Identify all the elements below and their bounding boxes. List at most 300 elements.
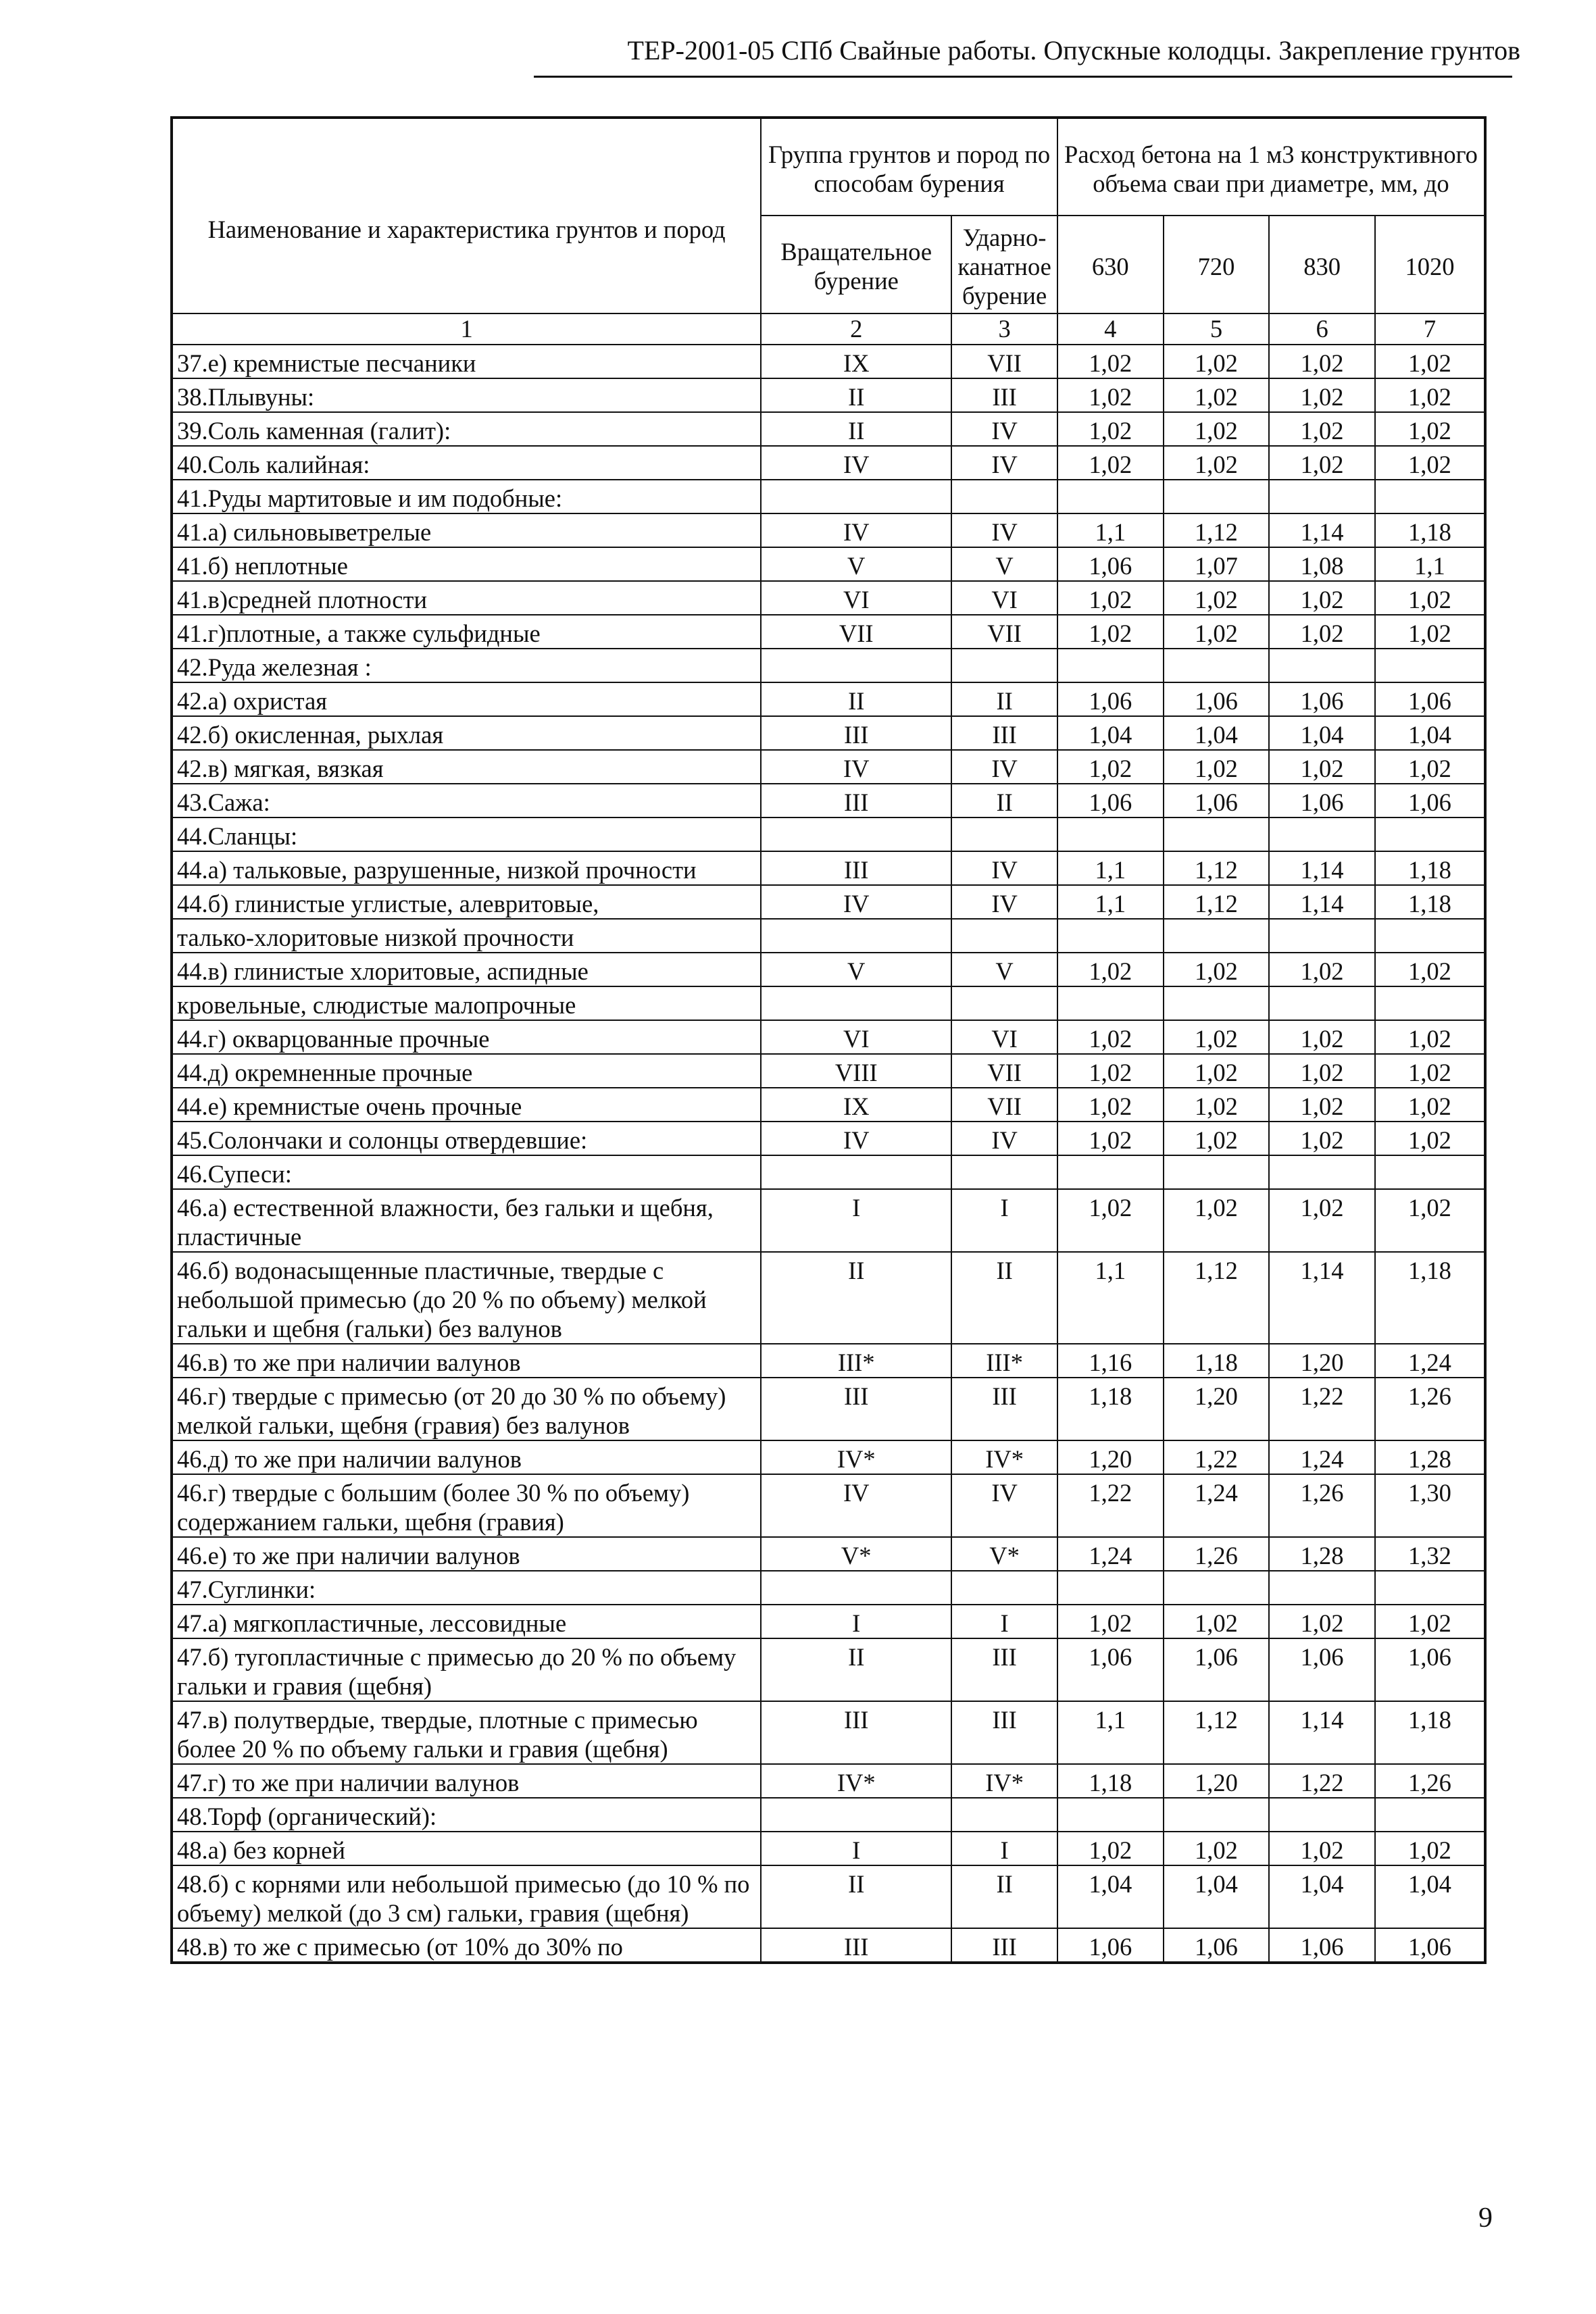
soil-name-cell: 46.Супеси: <box>172 1155 761 1189</box>
soil-name-cell: 41.а) сильновыветрелые <box>172 513 761 547</box>
rotary-group-cell: IV* <box>761 1440 951 1474</box>
header-diameter-720: 720 <box>1164 216 1270 313</box>
consumption-630-cell: 1,1 <box>1057 1701 1164 1764</box>
consumption-1020-cell: 1,04 <box>1375 716 1485 750</box>
page-number: 9 <box>1478 2203 1493 2234</box>
header-diameter-630: 630 <box>1057 216 1164 313</box>
consumption-720-cell: 1,02 <box>1164 1189 1270 1252</box>
consumption-720-cell <box>1164 480 1270 513</box>
table-row <box>172 513 1485 547</box>
soil-name-cell: 44.д) окремненные прочные <box>172 1054 761 1088</box>
soil-name-cell: 44.Сланцы: <box>172 818 761 851</box>
percussion-group-cell: IV* <box>951 1440 1057 1474</box>
rotary-group-cell: IV* <box>761 1764 951 1798</box>
table-row <box>172 1605 1485 1638</box>
consumption-720-cell: 1,06 <box>1164 1928 1270 1963</box>
consumption-630-cell: 1,06 <box>1057 1638 1164 1701</box>
rotary-group-cell: IV <box>761 513 951 547</box>
soil-name-cell: 48.б) с корнями или небольшой примесью (до 10 % по объему) мелкой (до 3 см) гальки, гравия (щебня) <box>172 1865 761 1928</box>
consumption-1020-cell: 1,18 <box>1375 1252 1485 1344</box>
percussion-group-cell: VII <box>951 1054 1057 1088</box>
percussion-group-cell: II <box>951 1252 1057 1344</box>
table-row <box>172 345 1485 378</box>
consumption-1020-cell: 1,24 <box>1375 1344 1485 1378</box>
consumption-830-cell: 1,02 <box>1269 378 1375 412</box>
consumption-720-cell <box>1164 818 1270 851</box>
rotary-group-cell: III <box>761 851 951 885</box>
table-row <box>172 1832 1485 1865</box>
rotary-group-cell: IV <box>761 885 951 919</box>
consumption-630-cell: 1,02 <box>1057 1832 1164 1865</box>
consumption-720-cell <box>1164 1571 1270 1605</box>
consumption-830-cell: 1,06 <box>1269 1928 1375 1963</box>
table-row <box>172 649 1485 682</box>
consumption-720-cell: 1,02 <box>1164 1122 1270 1155</box>
table-row <box>172 1252 1485 1344</box>
consumption-1020-cell: 1,04 <box>1375 1865 1485 1928</box>
consumption-830-cell: 1,14 <box>1269 1252 1375 1344</box>
consumption-830-cell: 1,02 <box>1269 750 1375 784</box>
rotary-group-cell: VIII <box>761 1054 951 1088</box>
consumption-1020-cell: 1,26 <box>1375 1378 1485 1440</box>
consumption-720-cell: 1,02 <box>1164 1020 1270 1054</box>
consumption-830-cell: 1,22 <box>1269 1378 1375 1440</box>
consumption-830-cell: 1,06 <box>1269 1638 1375 1701</box>
consumption-830-cell: 1,02 <box>1269 1832 1375 1865</box>
percussion-group-cell <box>951 1571 1057 1605</box>
consumption-1020-cell: 1,02 <box>1375 1020 1485 1054</box>
percussion-group-cell: VI <box>951 1020 1057 1054</box>
consumption-720-cell: 1,07 <box>1164 547 1270 581</box>
percussion-group-cell: III <box>951 1378 1057 1440</box>
soil-name-cell: 37.е) кремнистые песчаники <box>172 345 761 378</box>
table-row <box>172 1189 1485 1252</box>
table-row <box>172 412 1485 446</box>
percussion-group-cell <box>951 818 1057 851</box>
soil-name-cell: 48.Торф (органический): <box>172 1798 761 1832</box>
table-row <box>172 581 1485 615</box>
soil-name-cell: талько-хлоритовые низкой прочности <box>172 919 761 953</box>
running-header: ТЕР-2001-05 СПб Свайные работы. Опускные колодцы. Закрепление грунтов <box>627 35 1520 66</box>
consumption-1020-cell: 1,1 <box>1375 547 1485 581</box>
soil-name-cell: 47.б) тугопластичные с примесью до 20 % по объему гальки и гравия (щебня) <box>172 1638 761 1701</box>
consumption-1020-cell: 1,02 <box>1375 953 1485 986</box>
percussion-group-cell: II <box>951 682 1057 716</box>
soil-name-cell: 46.г) твердые с примесью (от 20 до 30 % по объему) мелкой гальки, щебня (гравия) без валунов <box>172 1378 761 1440</box>
consumption-1020-cell: 1,02 <box>1375 378 1485 412</box>
consumption-830-cell: 1,02 <box>1269 581 1375 615</box>
consumption-720-cell: 1,26 <box>1164 1537 1270 1571</box>
consumption-830-cell: 1,02 <box>1269 1122 1375 1155</box>
consumption-630-cell: 1,02 <box>1057 581 1164 615</box>
consumption-830-cell <box>1269 649 1375 682</box>
consumption-830-cell: 1,02 <box>1269 1605 1375 1638</box>
consumption-720-cell <box>1164 919 1270 953</box>
soil-name-cell: 43.Сажа: <box>172 784 761 818</box>
rotary-group-cell: IX <box>761 1088 951 1122</box>
consumption-630-cell: 1,02 <box>1057 345 1164 378</box>
consumption-1020-cell <box>1375 649 1485 682</box>
soil-name-cell: 47.Суглинки: <box>172 1571 761 1605</box>
column-number: 6 <box>1269 313 1375 345</box>
consumption-1020-cell: 1,18 <box>1375 1701 1485 1764</box>
consumption-720-cell: 1,12 <box>1164 885 1270 919</box>
consumption-830-cell: 1,02 <box>1269 1020 1375 1054</box>
consumption-630-cell <box>1057 919 1164 953</box>
percussion-group-cell <box>951 649 1057 682</box>
consumption-830-cell: 1,04 <box>1269 1865 1375 1928</box>
consumption-630-cell <box>1057 1798 1164 1832</box>
consumption-830-cell: 1,06 <box>1269 682 1375 716</box>
percussion-group-cell <box>951 480 1057 513</box>
consumption-1020-cell: 1,18 <box>1375 513 1485 547</box>
soil-name-cell: 44.б) глинистые углистые, алевритовые, <box>172 885 761 919</box>
consumption-720-cell: 1,22 <box>1164 1440 1270 1474</box>
percussion-group-cell: VII <box>951 615 1057 649</box>
consumption-720-cell: 1,06 <box>1164 682 1270 716</box>
consumption-630-cell: 1,02 <box>1057 953 1164 986</box>
consumption-720-cell: 1,02 <box>1164 953 1270 986</box>
rotary-group-cell: I <box>761 1189 951 1252</box>
percussion-group-cell: IV <box>951 1474 1057 1537</box>
consumption-630-cell: 1,1 <box>1057 1252 1164 1344</box>
consumption-630-cell <box>1057 986 1164 1020</box>
consumption-830-cell: 1,24 <box>1269 1440 1375 1474</box>
consumption-720-cell: 1,02 <box>1164 750 1270 784</box>
consumption-1020-cell: 1,02 <box>1375 581 1485 615</box>
table-row <box>172 919 1485 953</box>
table-row <box>172 1378 1485 1440</box>
consumption-1020-cell: 1,02 <box>1375 1122 1485 1155</box>
percussion-group-cell <box>951 986 1057 1020</box>
percussion-group-cell: I <box>951 1832 1057 1865</box>
consumption-830-cell <box>1269 1571 1375 1605</box>
consumption-1020-cell: 1,02 <box>1375 446 1485 480</box>
consumption-720-cell: 1,02 <box>1164 378 1270 412</box>
consumption-720-cell: 1,04 <box>1164 1865 1270 1928</box>
soil-name-cell: 44.в) глинистые хлоритовые, аспидные <box>172 953 761 986</box>
consumption-830-cell: 1,02 <box>1269 412 1375 446</box>
soil-name-cell: 46.б) водонасыщенные пластичные, твердые с небольшой примесью (до 20 % по объему) мелкой гальки и щебня (гальки) без валунов <box>172 1252 761 1344</box>
consumption-830-cell: 1,28 <box>1269 1537 1375 1571</box>
percussion-group-cell: III <box>951 1928 1057 1963</box>
rotary-group-cell <box>761 1798 951 1832</box>
consumption-630-cell: 1,18 <box>1057 1378 1164 1440</box>
rotary-group-cell: IV <box>761 1474 951 1537</box>
header-rule <box>534 76 1512 78</box>
consumption-630-cell <box>1057 1155 1164 1189</box>
consumption-830-cell: 1,02 <box>1269 1189 1375 1252</box>
consumption-830-cell: 1,14 <box>1269 1701 1375 1764</box>
header-percussion-drilling: Ударно-канатное бурение <box>951 216 1057 313</box>
rotary-group-cell: II <box>761 682 951 716</box>
column-number: 4 <box>1057 313 1164 345</box>
soil-name-cell: 38.Плывуны: <box>172 378 761 412</box>
soil-name-cell: 41.б) неплотные <box>172 547 761 581</box>
consumption-830-cell <box>1269 480 1375 513</box>
consumption-720-cell: 1,20 <box>1164 1378 1270 1440</box>
column-number: 2 <box>761 313 951 345</box>
rotary-group-cell: VI <box>761 1020 951 1054</box>
soil-name-cell: 44.а) тальковые, разрушенные, низкой прочности <box>172 851 761 885</box>
consumption-830-cell: 1,26 <box>1269 1474 1375 1537</box>
rotary-group-cell <box>761 919 951 953</box>
table-row <box>172 1054 1485 1088</box>
consumption-830-cell: 1,08 <box>1269 547 1375 581</box>
rotary-group-cell: III <box>761 784 951 818</box>
rotary-group-cell <box>761 1155 951 1189</box>
percussion-group-cell: III* <box>951 1344 1057 1378</box>
consumption-630-cell: 1,22 <box>1057 1474 1164 1537</box>
table-row <box>172 885 1485 919</box>
percussion-group-cell: VI <box>951 581 1057 615</box>
consumption-720-cell: 1,02 <box>1164 615 1270 649</box>
percussion-group-cell: IV <box>951 1122 1057 1155</box>
consumption-830-cell <box>1269 1155 1375 1189</box>
rotary-group-cell: VI <box>761 581 951 615</box>
table-row <box>172 716 1485 750</box>
rotary-group-cell: III <box>761 716 951 750</box>
consumption-1020-cell: 1,30 <box>1375 1474 1485 1537</box>
soil-name-cell: 41.Руды мартитовые и им подобные: <box>172 480 761 513</box>
consumption-720-cell: 1,24 <box>1164 1474 1270 1537</box>
consumption-630-cell: 1,02 <box>1057 1020 1164 1054</box>
consumption-1020-cell: 1,06 <box>1375 784 1485 818</box>
percussion-group-cell <box>951 1798 1057 1832</box>
percussion-group-cell: IV <box>951 412 1057 446</box>
consumption-720-cell: 1,02 <box>1164 581 1270 615</box>
consumption-720-cell <box>1164 1155 1270 1189</box>
rotary-group-cell: II <box>761 412 951 446</box>
consumption-720-cell: 1,06 <box>1164 784 1270 818</box>
consumption-830-cell: 1,02 <box>1269 345 1375 378</box>
consumption-720-cell: 1,02 <box>1164 1605 1270 1638</box>
rotary-group-cell: I <box>761 1832 951 1865</box>
rotary-group-cell <box>761 986 951 1020</box>
table-row <box>172 1638 1485 1701</box>
consumption-830-cell <box>1269 919 1375 953</box>
table-row <box>172 953 1485 986</box>
percussion-group-cell: I <box>951 1189 1057 1252</box>
consumption-830-cell: 1,02 <box>1269 1088 1375 1122</box>
rotary-group-cell: I <box>761 1605 951 1638</box>
consumption-1020-cell: 1,26 <box>1375 1764 1485 1798</box>
consumption-630-cell <box>1057 818 1164 851</box>
rotary-group-cell: IX <box>761 345 951 378</box>
soil-name-cell: 44.г) окварцованные прочные <box>172 1020 761 1054</box>
consumption-630-cell: 1,02 <box>1057 750 1164 784</box>
soil-name-cell: 39.Соль каменная (галит): <box>172 412 761 446</box>
soil-name-cell: 40.Соль калийная: <box>172 446 761 480</box>
consumption-630-cell <box>1057 649 1164 682</box>
consumption-830-cell: 1,20 <box>1269 1344 1375 1378</box>
rotary-group-cell: III <box>761 1928 951 1963</box>
rotary-group-cell <box>761 480 951 513</box>
consumption-830-cell: 1,02 <box>1269 1054 1375 1088</box>
column-number: 7 <box>1375 313 1485 345</box>
column-number: 3 <box>951 313 1057 345</box>
table-row <box>172 851 1485 885</box>
rotary-group-cell: IV <box>761 446 951 480</box>
consumption-830-cell: 1,06 <box>1269 784 1375 818</box>
consumption-1020-cell <box>1375 1798 1485 1832</box>
consumption-830-cell: 1,14 <box>1269 513 1375 547</box>
consumption-1020-cell <box>1375 480 1485 513</box>
consumption-720-cell: 1,12 <box>1164 1701 1270 1764</box>
consumption-630-cell: 1,1 <box>1057 885 1164 919</box>
consumption-630-cell: 1,02 <box>1057 1605 1164 1638</box>
percussion-group-cell: V <box>951 953 1057 986</box>
soil-name-cell: 48.в) то же с примесью (от 10% до 30% по <box>172 1928 761 1963</box>
rotary-group-cell: III* <box>761 1344 951 1378</box>
table-row <box>172 1020 1485 1054</box>
consumption-1020-cell: 1,28 <box>1375 1440 1485 1474</box>
soil-name-cell: 44.е) кремнистые очень прочные <box>172 1088 761 1122</box>
soil-name-cell: 47.г) то же при наличии валунов <box>172 1764 761 1798</box>
consumption-720-cell: 1,02 <box>1164 1054 1270 1088</box>
consumption-830-cell: 1,02 <box>1269 446 1375 480</box>
consumption-720-cell: 1,04 <box>1164 716 1270 750</box>
column-number-row <box>172 313 1485 345</box>
consumption-1020-cell: 1,02 <box>1375 1832 1485 1865</box>
consumption-1020-cell: 1,06 <box>1375 1638 1485 1701</box>
consumption-630-cell: 1,06 <box>1057 547 1164 581</box>
table-row <box>172 682 1485 716</box>
consumption-1020-cell <box>1375 818 1485 851</box>
percussion-group-cell: III <box>951 1638 1057 1701</box>
consumption-630-cell <box>1057 1571 1164 1605</box>
column-number: 1 <box>172 313 761 345</box>
percussion-group-cell: IV* <box>951 1764 1057 1798</box>
percussion-group-cell: III <box>951 716 1057 750</box>
rotary-group-cell: III <box>761 1701 951 1764</box>
consumption-630-cell: 1,02 <box>1057 615 1164 649</box>
table-row <box>172 750 1485 784</box>
soil-name-cell: 45.Солончаки и солонцы отвердевшие: <box>172 1122 761 1155</box>
header-rotary-drilling: Вращательное бурение <box>761 216 951 313</box>
table-row <box>172 818 1485 851</box>
consumption-720-cell <box>1164 986 1270 1020</box>
rotary-group-cell: IV <box>761 750 951 784</box>
header-concrete-consumption: Расход бетона на 1 м3 конструктивного объема сваи при диаметре, мм, до <box>1057 118 1485 216</box>
consumption-720-cell: 1,18 <box>1164 1344 1270 1378</box>
header-diameter-1020: 1020 <box>1375 216 1485 313</box>
percussion-group-cell: II <box>951 1865 1057 1928</box>
soil-name-cell: 41.г)плотные, а также сульфидные <box>172 615 761 649</box>
consumption-630-cell: 1,1 <box>1057 513 1164 547</box>
rotary-group-cell <box>761 818 951 851</box>
consumption-1020-cell: 1,02 <box>1375 1605 1485 1638</box>
soil-name-cell: кровельные, слюдистые малопрочные <box>172 986 761 1020</box>
concrete-consumption-table <box>170 116 1487 1964</box>
percussion-group-cell: IV <box>951 750 1057 784</box>
percussion-group-cell <box>951 919 1057 953</box>
table-row <box>172 1764 1485 1798</box>
soil-name-cell: 42.в) мягкая, вязкая <box>172 750 761 784</box>
soil-name-cell: 41.в)средней плотности <box>172 581 761 615</box>
consumption-720-cell: 1,12 <box>1164 851 1270 885</box>
table-row <box>172 378 1485 412</box>
consumption-830-cell <box>1269 1798 1375 1832</box>
soil-name-cell: 47.а) мягкопластичные, лессовидные <box>172 1605 761 1638</box>
consumption-1020-cell: 1,02 <box>1375 412 1485 446</box>
table-row <box>172 784 1485 818</box>
rotary-group-cell: V <box>761 953 951 986</box>
rotary-group-cell: VII <box>761 615 951 649</box>
table-row <box>172 446 1485 480</box>
consumption-720-cell: 1,12 <box>1164 1252 1270 1344</box>
soil-name-cell: 47.в) полутвердые, твердые, плотные с примесью более 20 % по объему гальки и гравия (щебня) <box>172 1701 761 1764</box>
rotary-group-cell: IV <box>761 1122 951 1155</box>
table-row <box>172 1088 1485 1122</box>
consumption-630-cell: 1,02 <box>1057 1088 1164 1122</box>
consumption-720-cell: 1,02 <box>1164 345 1270 378</box>
table-row <box>172 1122 1485 1155</box>
rotary-group-cell: II <box>761 1638 951 1701</box>
consumption-1020-cell: 1,32 <box>1375 1537 1485 1571</box>
consumption-630-cell: 1,02 <box>1057 412 1164 446</box>
table-row <box>172 1571 1485 1605</box>
percussion-group-cell: VII <box>951 345 1057 378</box>
rotary-group-cell <box>761 649 951 682</box>
percussion-group-cell: IV <box>951 851 1057 885</box>
consumption-630-cell: 1,02 <box>1057 1054 1164 1088</box>
rotary-group-cell: III <box>761 1378 951 1440</box>
soil-name-cell: 48.а) без корней <box>172 1832 761 1865</box>
table-row <box>172 547 1485 581</box>
consumption-720-cell <box>1164 1798 1270 1832</box>
table-row <box>172 615 1485 649</box>
column-number: 5 <box>1164 313 1270 345</box>
consumption-720-cell: 1,20 <box>1164 1764 1270 1798</box>
consumption-1020-cell: 1,18 <box>1375 885 1485 919</box>
consumption-630-cell: 1,18 <box>1057 1764 1164 1798</box>
consumption-630-cell: 1,1 <box>1057 851 1164 885</box>
consumption-630-cell: 1,16 <box>1057 1344 1164 1378</box>
percussion-group-cell: V <box>951 547 1057 581</box>
consumption-1020-cell <box>1375 919 1485 953</box>
table-row <box>172 1474 1485 1537</box>
soil-name-cell: 46.е) то же при наличии валунов <box>172 1537 761 1571</box>
header-diameter-830: 830 <box>1269 216 1375 313</box>
soil-name-cell: 46.д) то же при наличии валунов <box>172 1440 761 1474</box>
table-row <box>172 1798 1485 1832</box>
consumption-830-cell: 1,02 <box>1269 615 1375 649</box>
consumption-1020-cell <box>1375 1155 1485 1189</box>
consumption-1020-cell: 1,02 <box>1375 750 1485 784</box>
rotary-group-cell: V <box>761 547 951 581</box>
consumption-630-cell: 1,20 <box>1057 1440 1164 1474</box>
table-row <box>172 1928 1485 1963</box>
rotary-group-cell: II <box>761 378 951 412</box>
consumption-720-cell: 1,06 <box>1164 1638 1270 1701</box>
consumption-720-cell: 1,12 <box>1164 513 1270 547</box>
consumption-630-cell: 1,02 <box>1057 446 1164 480</box>
consumption-1020-cell: 1,02 <box>1375 1054 1485 1088</box>
soil-name-cell: 42.б) окисленная, рыхлая <box>172 716 761 750</box>
consumption-720-cell <box>1164 649 1270 682</box>
consumption-630-cell <box>1057 480 1164 513</box>
soil-name-cell: 46.в) то же при наличии валунов <box>172 1344 761 1378</box>
percussion-group-cell: V* <box>951 1537 1057 1571</box>
consumption-630-cell: 1,02 <box>1057 1189 1164 1252</box>
consumption-630-cell: 1,06 <box>1057 1928 1164 1963</box>
table-row <box>172 480 1485 513</box>
percussion-group-cell: III <box>951 378 1057 412</box>
consumption-1020-cell: 1,02 <box>1375 1189 1485 1252</box>
percussion-group-cell: III <box>951 1701 1057 1764</box>
consumption-720-cell: 1,02 <box>1164 446 1270 480</box>
